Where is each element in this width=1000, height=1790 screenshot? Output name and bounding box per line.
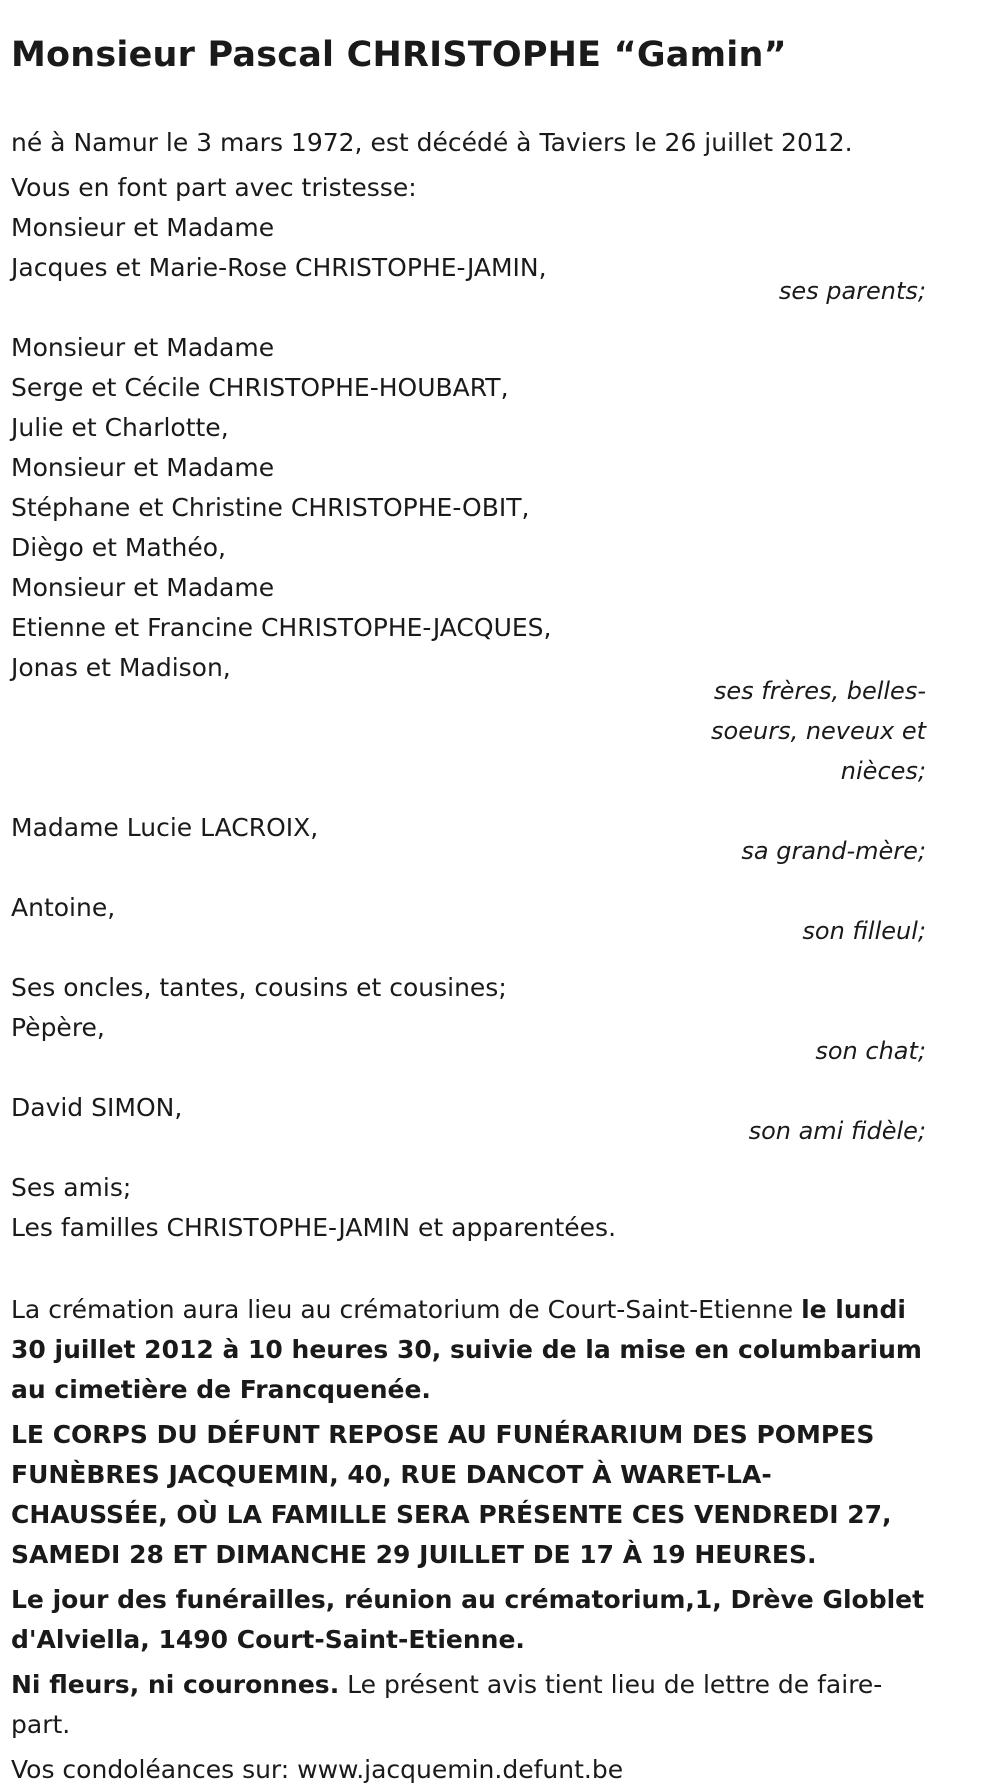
grandmother-block: [11, 808, 926, 871]
family-line: Julie et Charlotte,: [11, 413, 229, 442]
family-line: Diègo et Mathéo,: [11, 533, 226, 562]
family-line: David SIMON,: [11, 1093, 183, 1122]
flowers-rest-text: Le présent avis tient lieu de lettre de faire-part.: [11, 1670, 883, 1739]
family-line: Ses amis;: [11, 1173, 132, 1202]
relation-label: sa grand-mère;: [741, 837, 926, 865]
relation-label: ses frères, belles-: [713, 677, 926, 705]
page-title: Monsieur Pascal CHRISTOPHE “Gamin”: [11, 35, 787, 75]
family-line: Monsieur et Madame: [11, 333, 275, 362]
relation-label: son chat;: [815, 1037, 926, 1065]
flowers-bold-text: Ni fleurs, ni couronnes.: [11, 1670, 340, 1699]
flowers-notice: [11, 1665, 926, 1745]
parents-block: [11, 168, 926, 311]
announce-line: Vous en font part avec tristesse:: [11, 173, 417, 202]
family-line: Ses oncles, tantes, cousins et cousines;: [11, 973, 507, 1002]
family-line: Etienne et Francine CHRISTOPHE-JACQUES,: [11, 613, 552, 642]
closing-family-block: [11, 1168, 926, 1248]
relation-label: son filleul;: [802, 917, 926, 945]
family-line: Pèpère,: [11, 1013, 105, 1042]
birth-death-line: né à Namur le 3 mars 1972, est décédé à Taviers le 26 juillet 2012.: [11, 128, 853, 157]
cremation-paragraph: [11, 1290, 926, 1410]
relation-label: soeurs, neveux et: [711, 717, 926, 745]
siblings-block: [11, 328, 926, 791]
family-line: Jonas et Madison,: [11, 653, 231, 682]
godson-block: [11, 888, 926, 951]
family-line: Serge et Cécile CHRISTOPHE-HOUBART,: [11, 373, 509, 402]
condolences-line: Vos condoléances sur: www.jacquemin.defunt.be: [11, 1755, 624, 1784]
family-line: Monsieur et Madame: [11, 573, 275, 602]
relation-label: ses parents;: [778, 277, 926, 305]
extended-family-block: [11, 968, 926, 1071]
family-line: Monsieur et Madame: [11, 213, 275, 242]
family-line: Les familles CHRISTOPHE-JAMIN et apparentées.: [11, 1213, 617, 1242]
family-line: Stéphane et Christine CHRISTOPHE-OBIT,: [11, 493, 530, 522]
relation-label: son ami fidèle;: [748, 1117, 926, 1145]
funeral-home-notice: LE CORPS DU DÉFUNT REPOSE AU FUNÉRARIUM DES POMPES FUNÈBRES JACQUEMIN, 40, RUE DANCOT À WARET-LA-CHAUSSÉE, OÙ LA FAMILLE SERA PRÉSENTE CES VENDREDI 27, SAMEDI 28 ET DIMANCHE 29 JUILLET DE 17 À 19 HEURES.: [11, 1420, 892, 1569]
friend-block: [11, 1088, 926, 1151]
relation-label: nièces;: [840, 757, 926, 785]
relation-label-group: [696, 671, 926, 791]
cremation-text: La crémation aura lieu au crématorium de Court-Saint-Etienne: [11, 1295, 802, 1324]
family-line: Monsieur et Madame: [11, 453, 275, 482]
meeting-notice: Le jour des funérailles, réunion au crématorium,1, Drève Globlet d'Alviella, 1490 Court-Saint-Etienne.: [11, 1585, 925, 1654]
family-line: Jacques et Marie-Rose CHRISTOPHE-JAMIN,: [11, 253, 547, 282]
family-line: Madame Lucie LACROIX,: [11, 813, 319, 842]
cremation-date-text: le lundi 30 juillet 2012 à 10 heures 30, suivie de la mise en columbarium au cimetière de Francquenée.: [11, 1295, 922, 1404]
family-line: Antoine,: [11, 893, 116, 922]
